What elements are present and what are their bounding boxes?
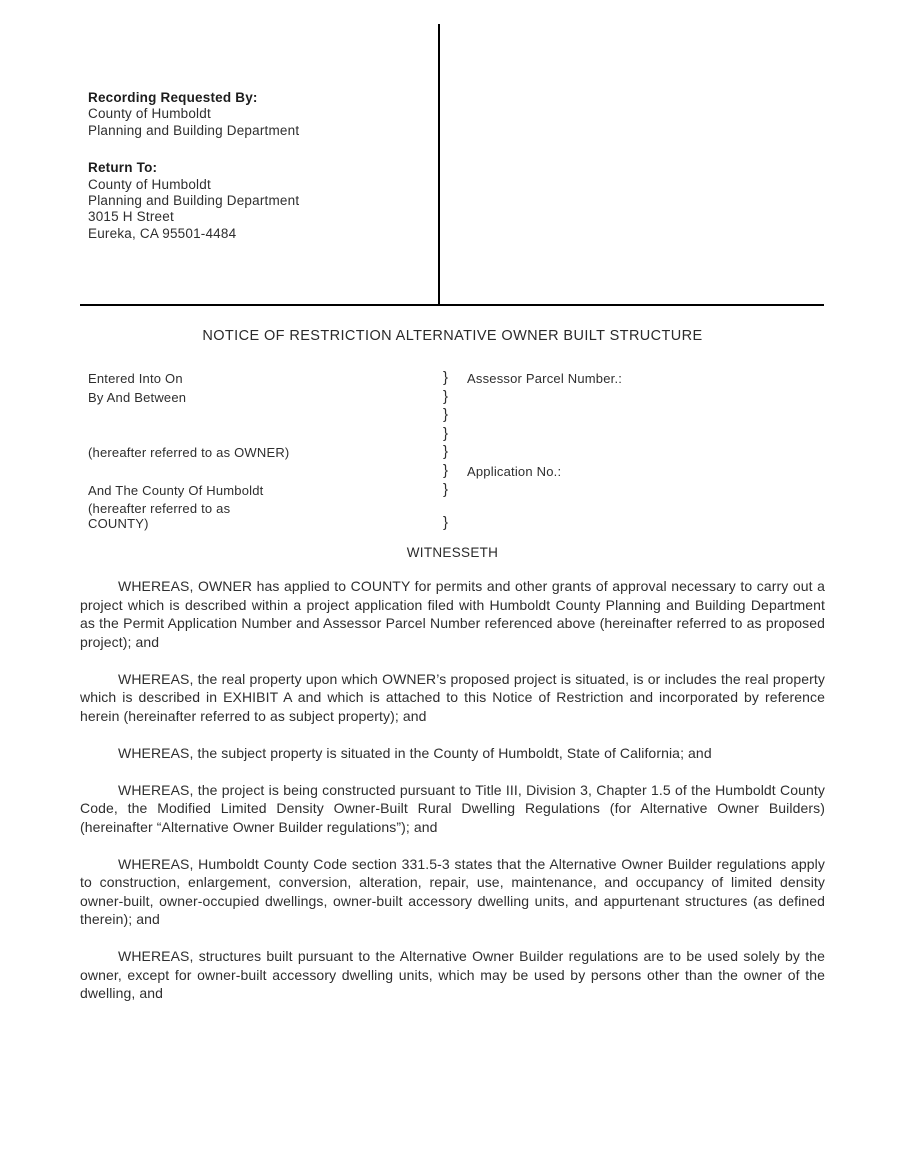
witnesseth-heading: WITNESSETH [406,545,499,560]
parties-row [88,387,828,409]
whereas-paragraph-1: WHEREAS, OWNER has applied to COUNTY for permits and other grants of approval necessary to carry out a project which is described within a project application filed with Humboldt County Planning and Building Department as the Permit Application Number and Assessor Parcel Number referenced above (hereinafter referred to as proposed project); and [80,578,825,650]
brace-glyph: } [443,461,449,479]
brace-glyph: } [443,406,449,424]
whereas-paragraph-6: WHEREAS, structures built pursuant to the Alternative Owner Builder regulations are to be used solely by the owner, except for owner-built accessory dwelling units, which may be used by persons other than the owner of the dwelling, and [80,948,825,1001]
return-to-line: County of Humboldt [88,176,211,192]
header-spacer [88,139,299,160]
return-to-line: Eureka, CA 95501-4484 [88,225,237,241]
parties-row [88,516,828,531]
parties-table [88,371,828,531]
owner-reference-label: (hereafter referred to as OWNER) [88,445,290,461]
county-reference-label: (hereafter referred to as [88,501,231,517]
whereas-paragraph-5: WHEREAS, Humboldt County Code section 331.5-3 states that the Alternative Owner Builder regulations apply to construction, enlargement, conversion, alteration, repair, use, maintenance, and occupancy of limited density owner-built, owner-occupied dwellings, owner-built accessory dwelling units, and appurtenant structures (as defined therein); and [80,855,825,927]
brace-glyph: } [443,424,449,442]
return-to-label: Return To: [88,160,158,176]
county-reference-label: COUNTY) [88,516,149,532]
assessor-parcel-number-label: Assessor Parcel Number.: [467,371,623,386]
recorder-stamp-vertical-divider [438,24,440,305]
parties-row [88,371,828,390]
parties-row [88,461,828,483]
return-to-line: Planning and Building Department [88,193,300,209]
parties-left-cell: Entered Into On [88,371,183,386]
return-to-line: 3015 H Street [88,209,174,225]
recorder-header-block [88,90,299,242]
county-party-label: And The County Of Humboldt [88,482,264,498]
parties-row [88,445,828,464]
whereas-paragraph-3: WHEREAS, the subject property is situated in the County of Humboldt, State of California; and [118,744,712,761]
brace-glyph: } [443,369,449,386]
brace-glyph: } [443,514,449,532]
brace-glyph: } [443,480,449,498]
document-title: NOTICE OF RESTRICTION ALTERNATIVE OWNER BUILT STRUCTURE [202,328,703,344]
parties-left-cell: By And Between [88,389,187,405]
whereas-paragraph-4: WHEREAS, the project is being constructed pursuant to Title III, Division 3, Chapter 1.5 of the Humboldt County Code, the Modified Limited Density Owner-Built Rural Dwelling Regulations (for Alternative Owner Builders) (hereinafter “Alternative Owner Builder regulations”); and [80,781,825,835]
whereas-clauses [80,577,825,1021]
header-horizontal-rule [80,304,824,306]
recording-requested-by-line: Planning and Building Department [88,122,300,138]
recording-requested-by-line: County of Humboldt [88,106,211,122]
brace-glyph: } [443,387,449,405]
parties-row [88,501,828,516]
parties-row [88,480,828,502]
recording-requested-by-label: Recording Requested By: [88,90,258,105]
whereas-paragraph-2: WHEREAS, the real property upon which OWNER’s proposed project is situated, is or includes the real property which is described in EXHIBIT A and which is attached to this Notice of Restriction and incorporated by reference herein (hereinafter referred to as subject property); and [80,670,825,724]
brace-glyph: } [443,443,449,461]
parties-row [88,424,828,446]
parties-row [88,408,828,427]
application-no-label: Application No.: [467,463,562,479]
